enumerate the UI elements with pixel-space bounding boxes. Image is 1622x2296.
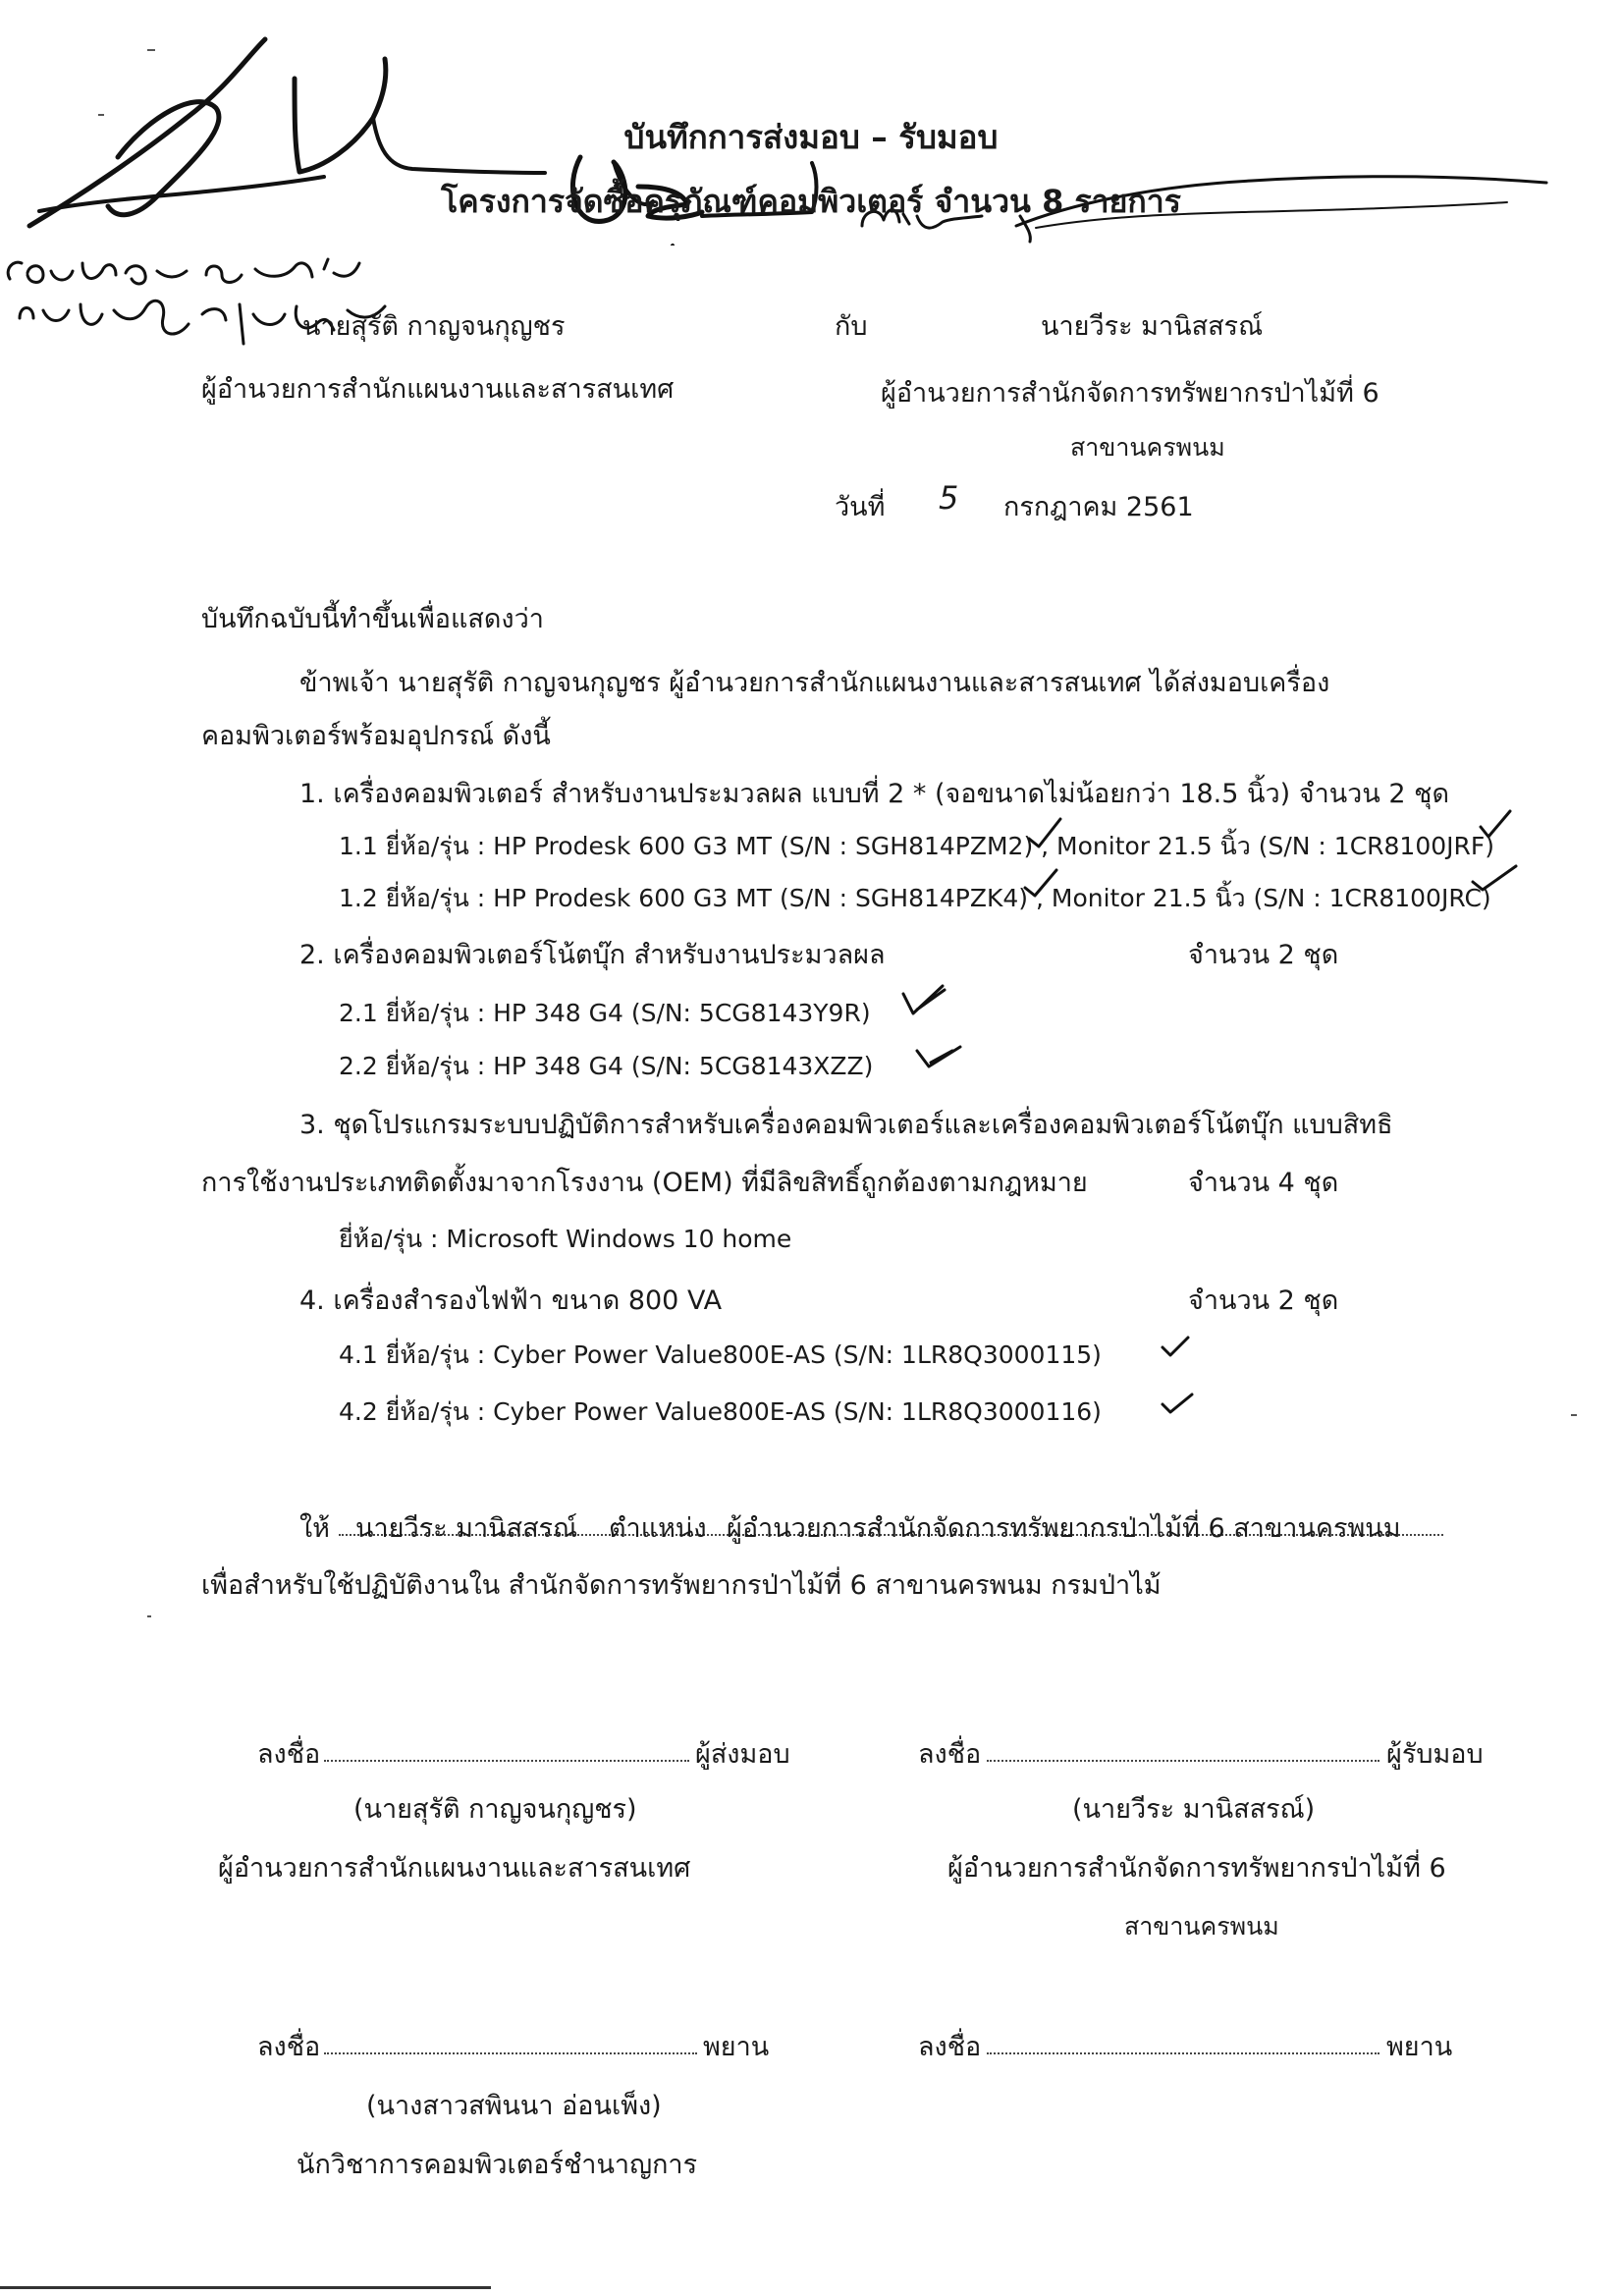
sender-printed-name: (นายสุรัติ กาญจนกุญชร) <box>353 1794 637 1825</box>
sender-name: นายสุรัติ กาญจนกุญชร <box>302 311 566 342</box>
give-position: ผู้อำนวยการสำนักจัดการทรัพยากรป่าไม้ที่ 6 สาขานครพนม <box>727 1513 1401 1544</box>
receiver-role: ผู้รับมอบ <box>1386 1739 1484 1770</box>
signature-line <box>324 1760 689 1762</box>
sign-label: ลงชื่อ <box>257 1739 321 1770</box>
signature-line <box>987 1760 1379 1762</box>
give-name: นายวีระ มานิสสรณ์ <box>355 1513 578 1544</box>
checkmark-icon <box>913 1039 964 1074</box>
scan-mark <box>147 49 155 51</box>
paragraph-line: ข้าพเจ้า นายสุรัติ กาญจนกุญชร ผู้อำนวยการสำนักแผนงานและสารสนเทศ ได้ส่งมอบเครื่อง <box>299 668 1330 698</box>
give-position-label: ตำแหน่ง <box>609 1513 707 1544</box>
item-4-1: 4.1 ยี่ห้อ/รุ่น : Cyber Power Value800E-AS (S/N: 1LR8Q3000115) <box>339 1340 1102 1369</box>
item-1-1: 1.1 ยี่ห้อ/รุ่น : HP Prodesk 600 G3 MT (S/N : SGH814PZM2) , Monitor 21.5 นิ้ว (S/N : 1CR8100JRF) <box>339 832 1495 860</box>
item-3: 3. ชุดโปรแกรมระบบปฏิบัติการสำหรับเครื่องคอมพิวเตอร์และเครื่องคอมพิวเตอร์โน้ตบุ๊ก แบบสิทธิ <box>299 1110 1393 1140</box>
receiver-printed-branch: สาขานครพนม <box>1124 1912 1279 1941</box>
sign-label: ลงชื่อ <box>918 2032 982 2062</box>
checkmark-icon <box>1159 1332 1192 1361</box>
item-3-line2: การใช้งานประเภทติดตั้งมาจากโรงงาน (OEM) ที่มีลิขสิทธิ์ถูกต้องตามกฎหมาย <box>201 1168 1088 1198</box>
checkmark-icon <box>1025 813 1064 852</box>
item-1: 1. เครื่องคอมพิวเตอร์ สำหรับงานประมวลผล แบบที่ 2 * (จอขนาดไม่น้อยกว่า 18.5 นิ้ว) จำนวน 2 ชุด <box>299 779 1450 809</box>
witness-role: พยาน <box>703 2032 770 2062</box>
scan-mark <box>147 1615 151 1617</box>
scan-edge-line <box>0 2286 491 2289</box>
item-2-2: 2.2 ยี่ห้อ/รุ่น : HP 348 G4 (S/N: 5CG8143XZZ) <box>339 1052 874 1080</box>
item-3-quantity: จำนวน 4 ชุด <box>1188 1168 1339 1198</box>
witness-role: พยาน <box>1386 2032 1453 2062</box>
checkmark-icon <box>1021 864 1060 903</box>
witness-printed-name: (นางสาวสพินนา อ่อนเพ็ง) <box>366 2091 662 2121</box>
sign-label: ลงชื่อ <box>257 2032 321 2062</box>
receiver-printed-name: (นายวีระ มานิสสรณ์) <box>1072 1794 1316 1825</box>
checkmark-icon <box>1159 1389 1198 1418</box>
item-4: 4. เครื่องสำรองไฟฟ้า ขนาด 800 VA <box>299 1285 723 1316</box>
document-title: บันทึกการส่งมอบ – รับมอบ <box>623 118 999 156</box>
item-4-quantity: จำนวน 2 ชุด <box>1188 1285 1339 1316</box>
paragraph-line: คอมพิวเตอร์พร้อมอุปกรณ์ ดังนี้ <box>201 721 551 751</box>
checkmark-icon <box>899 980 948 1019</box>
checkmark-icon <box>1469 860 1520 900</box>
sign-label: ลงชื่อ <box>918 1739 982 1770</box>
give-prefix: ให้ <box>299 1513 330 1544</box>
checkmark-icon <box>1477 807 1516 847</box>
item-1-2: 1.2 ยี่ห้อ/รุ่น : HP Prodesk 600 G3 MT (S/N : SGH814PZK4) , Monitor 21.5 นิ้ว (S/N : 1CR8100JRC) <box>339 884 1491 912</box>
receiver-branch: สาขานครพนม <box>1070 433 1225 462</box>
item-3-1: ยี่ห้อ/รุ่น : Microsoft Windows 10 home <box>339 1225 792 1253</box>
date-month-year: กรกฎาคม 2561 <box>1003 492 1194 522</box>
scan-mark <box>1571 1414 1577 1416</box>
date-day: 5 <box>939 479 959 517</box>
signature-line <box>987 2052 1379 2054</box>
receiver-position: ผู้อำนวยการสำนักจัดการทรัพยากรป่าไม้ที่ 6 <box>881 378 1379 409</box>
receiver-printed-position: ผู้อำนวยการสำนักจัดการทรัพยากรป่าไม้ที่ 6 <box>947 1853 1446 1884</box>
with-label: กับ <box>835 311 868 342</box>
witness-printed-position: นักวิชาการคอมพิวเตอร์ชำนาญการ <box>297 2150 698 2180</box>
receiver-name: นายวีระ มานิสสรณ์ <box>1041 311 1264 342</box>
sender-printed-position: ผู้อำนวยการสำนักแผนงานและสารสนเทศ <box>218 1853 691 1884</box>
scan-mark <box>98 114 104 116</box>
item-2: 2. เครื่องคอมพิวเตอร์โน้ตบุ๊ก สำหรับงานประมวลผล <box>299 940 886 970</box>
purpose-text: เพื่อสำหรับใช้ปฏิบัติงานใน สำนักจัดการทรัพยากรป่าไม้ที่ 6 สาขานครพนม กรมป่าไม้ <box>201 1570 1162 1601</box>
item-2-quantity: จำนวน 2 ชุด <box>1188 940 1339 970</box>
sender-position: ผู้อำนวยการสำนักแผนงานและสารสนเทศ <box>201 374 675 405</box>
signature-line <box>324 2052 697 2054</box>
document-subtitle: โครงการจัดซื้อครุภัณฑ์คอมพิวเตอร์ จำนวน 8 รายการ <box>441 183 1181 220</box>
date-label: วันที่ <box>835 492 886 522</box>
item-2-1: 2.1 ยี่ห้อ/รุ่น : HP 348 G4 (S/N: 5CG8143Y9R) <box>339 999 871 1027</box>
item-4-2: 4.2 ยี่ห้อ/รุ่น : Cyber Power Value800E-AS (S/N: 1LR8Q3000116) <box>339 1397 1102 1426</box>
intro-text: บันทึกฉบับนี้ทำขึ้นเพื่อแสดงว่า <box>201 604 544 634</box>
sender-role: ผู้ส่งมอบ <box>695 1739 790 1770</box>
